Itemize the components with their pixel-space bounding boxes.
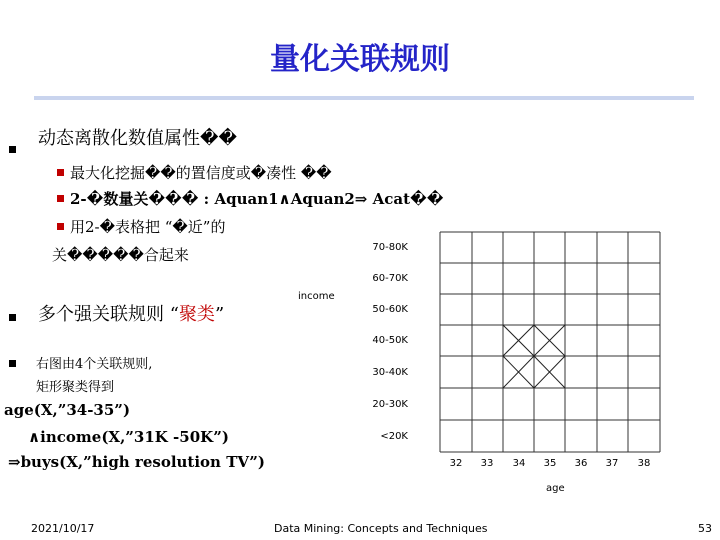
rule-line-3: ⇒buys(X,”high resolution TV”) bbox=[8, 453, 265, 471]
example-line-1: 右图由4个关联规则, bbox=[36, 357, 153, 372]
slide-title: 量化关联规则 bbox=[270, 42, 450, 77]
grid-lines bbox=[440, 232, 660, 452]
sub-bullet-3-text: 用2-�表格把 “�近”的 bbox=[70, 218, 226, 236]
cluster-text-end: ” bbox=[214, 304, 225, 325]
x-tick-label: 37 bbox=[605, 458, 619, 469]
sub-bullet-3-continuation: 关�����合起来 bbox=[52, 246, 189, 264]
x-tick-label: 38 bbox=[637, 458, 651, 469]
y-tick-label: <20K bbox=[380, 431, 408, 442]
y-tick-label: 60-70K bbox=[372, 273, 408, 284]
x-tick-label: 34 bbox=[512, 458, 526, 469]
x-tick-label: 32 bbox=[449, 458, 463, 469]
y-tick-label: 40-50K bbox=[372, 335, 408, 346]
x-tick-label: 33 bbox=[480, 458, 494, 469]
footer-page-number: 53 bbox=[698, 522, 712, 535]
footer-date: 2021/10/17 bbox=[31, 522, 95, 535]
x-tick-label: 36 bbox=[574, 458, 588, 469]
main-bullet-text: 动态离散化数值属性�� bbox=[38, 128, 237, 149]
y-tick-label: 30-40K bbox=[372, 367, 408, 378]
footer-course: Data Mining: Concepts and Techniques bbox=[274, 522, 488, 535]
x-axis-label: age bbox=[546, 483, 565, 494]
sub-bullet-1-text: 最大化挖掘��的置信度或�凑性 �� bbox=[70, 164, 332, 182]
y-tick-label: 50-60K bbox=[372, 304, 408, 315]
y-tick-label: 70-80K bbox=[372, 242, 408, 253]
y-axis-label: income bbox=[298, 291, 335, 302]
cluster-highlight: 聚类 bbox=[178, 304, 215, 325]
example-line-2: 矩形聚类得到 bbox=[36, 380, 115, 395]
sub-bullet-2-text: 2-�数量关��� : Aquan1∧Aquan2⇒ Acat�� bbox=[70, 190, 444, 208]
rule-line-2: ∧income(X,”31K -50K”) bbox=[28, 428, 229, 446]
y-tick-label: 20-30K bbox=[372, 399, 408, 410]
rule-line-1: age(X,”34-35”) bbox=[4, 401, 131, 419]
cluster-text-start: 多个强关联规则 “ bbox=[38, 304, 179, 325]
x-tick-label: 35 bbox=[543, 458, 557, 469]
